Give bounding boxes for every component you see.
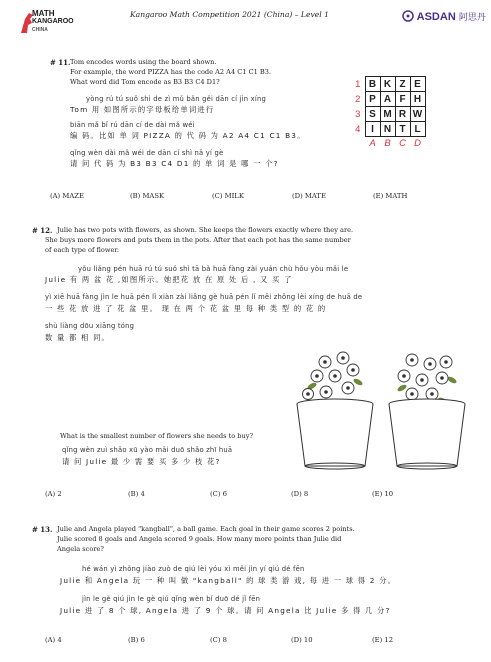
row-number: 1: [355, 78, 361, 90]
q12-chinese-3: 数 量 都 相 同。: [45, 333, 111, 342]
grid-cell: I: [365, 122, 380, 137]
q12-line-1: Julie has two pots with flowers, as shown. She keeps the flowers exactly where they are.: [57, 226, 354, 234]
q11-option-c[interactable]: (C) MILK: [212, 192, 244, 200]
q12-pinyin-4: qǐng wèn zuì shǎo xū yào mǎi duō shǎo zhī huā: [62, 446, 233, 454]
grid-cell: E: [410, 77, 425, 92]
q13-number: # 13.: [32, 525, 53, 534]
q11-chinese-3: 请 问 代 码 为 B3 B3 C4 D1 的 单 词 是 哪 一 个?: [70, 159, 279, 168]
q13-chinese-1: Julie 和 Angela 玩 一 种 叫 做 "kangball" 的 球 类 游 戏, 每 进 一 球 得 2 分。: [60, 576, 397, 585]
row-number: 3: [355, 108, 361, 120]
grid-cell: S: [365, 107, 380, 122]
grid-cell: W: [410, 107, 425, 122]
q11-option-e[interactable]: (E) MATH: [373, 192, 408, 200]
q11-option-a[interactable]: (A) MAZE: [50, 192, 84, 200]
asdan-logo-icon: [402, 10, 414, 22]
q12-pinyin-1: yǒu liǎng pén huā rú tú suǒ shì tā bǎ huā fàng zài yuán chù hǒu yòu mǎi le: [78, 265, 349, 273]
logo-line-1: MATH: [32, 9, 55, 18]
q13-option-c[interactable]: (C) 8: [210, 636, 227, 644]
q12-option-c[interactable]: (C) 6: [210, 490, 227, 498]
q12-line-2: She buys more flowers and puts them in the pots. After that each pot has the same number: [45, 236, 351, 244]
logo-line-3: CHINA: [32, 27, 48, 33]
grid-cell: R: [395, 107, 410, 122]
q11-option-d[interactable]: (D) MATE: [292, 192, 326, 200]
q13-chinese-2: Julie 进 了 8 个 球, Angela 进 了 9 个 球。请 问 Angela 比 Julie 多 得 几 分?: [60, 606, 391, 615]
q12-pinyin-2: yì xiē huā fàng jìn le huā pén lǐ xiàn zài liǎng gè huā pén lǐ měi zhǒng lèi xíng de huā de: [45, 293, 363, 301]
q11-pinyin-2: biān mǎ bǐ rú dān cí de dài mǎ wéi: [70, 121, 195, 129]
q11-chinese-1: Tom 用 如图所示的字母板给单词进行: [70, 105, 215, 114]
grid-cell: H: [410, 92, 425, 107]
q11-pinyin-1: yòng rú tú suǒ shì de zì mǔ bǎn gěi dān cí jìn xíng: [86, 95, 266, 103]
q12-option-a[interactable]: (A) 2: [45, 490, 62, 498]
grid-cell: B: [365, 77, 380, 92]
row-number: 2: [355, 93, 361, 105]
q13-option-e[interactable]: (E) 12: [372, 636, 394, 644]
q12-pinyin-3: shù liàng dōu xiāng tóng: [45, 322, 135, 330]
letter-code-grid: [351, 76, 426, 149]
grid-cell: T: [395, 122, 410, 137]
grid-cell: F: [395, 92, 410, 107]
column-letter: B: [384, 137, 391, 149]
flower-pot-icon: [297, 352, 373, 469]
asdan-logo-cn: 阿思丹: [458, 12, 486, 22]
q13-option-d[interactable]: (D) 10: [291, 636, 313, 644]
grid-cell: N: [380, 122, 395, 137]
q13-pinyin-2: jìn le gè qiú jìn le gè qiú qǐng wèn bǐ duō dé jǐ fēn: [82, 595, 261, 603]
q12-chinese-1: Julie 有 两 盆 花 ,如图所示。她把花 放 在 原 处 后 , 又 买 了: [45, 275, 293, 284]
q11-line-1: Tom encodes words using the board shown.: [70, 58, 217, 66]
math-kangaroo-logo: [18, 5, 86, 43]
q13-line-1: Julie and Angela played "kangball", a ball game. Each goal in their game scores 2 points.: [57, 525, 355, 533]
column-letter: D: [414, 137, 421, 149]
logo-line-2: KANGAROO: [32, 18, 74, 25]
asdan-logo-text: ASDAN: [416, 11, 456, 23]
q13-line-3: Angela score?: [57, 545, 104, 553]
q11-option-b[interactable]: (B) MASK: [130, 192, 165, 200]
q11-chinese-2: 编 码。比如 单 词 PIZZA 的 代 码 为 A2 A4 C1 C1 B3。: [70, 131, 306, 140]
grid-cell: Z: [395, 77, 410, 92]
q12-chinese-4: 请 问 Julie 最 少 需 要 买 多 少 枝 花?: [62, 457, 221, 466]
column-letter: A: [369, 137, 376, 149]
grid-cell: M: [380, 107, 395, 122]
grid-cell: K: [380, 77, 395, 92]
flower-pot-icon: [389, 354, 465, 469]
q12-option-b[interactable]: (B) 4: [128, 490, 145, 498]
flower-pots-illustration: [290, 342, 475, 472]
q12-number: # 12.: [32, 226, 53, 235]
grid-cell: P: [365, 92, 380, 107]
q11-line-2: For example, the word PIZZA has the code A2 A4 C1 C1 B3.: [70, 68, 272, 76]
q13-line-2: Julie scored 8 goals and Angela scored 9 goals. How many more points than Julie did: [57, 535, 342, 543]
q13-option-b[interactable]: (B) 6: [128, 636, 145, 644]
q12-line-3: of each type of flower.: [45, 246, 119, 254]
q12-chinese-2: 一 些 花 放 进 了 花 盆 里。 现 在 两 个 花 盆 里 每 种 类 型 的 花 的: [45, 304, 327, 313]
q12-option-d[interactable]: (D) 8: [291, 490, 309, 498]
q12-option-e[interactable]: (E) 10: [372, 490, 394, 498]
q11-line-3: What word did Tom encode as B3 B3 C4 D1?: [70, 78, 220, 86]
q12-question: What is the smallest number of flowers she needs to buy?: [60, 432, 253, 440]
asdan-logo: [402, 10, 486, 23]
q11-pinyin-3: qǐng wèn dài mǎ wéi de dān cí shì nǎ yí gè: [70, 149, 224, 157]
grid-cell: L: [410, 122, 425, 137]
q13-option-a[interactable]: (A) 4: [45, 636, 62, 644]
column-letter: C: [399, 137, 406, 149]
q13-pinyin-1: hé wán yì zhǒng jiào zuò de qiú lèi yóu xì měi jìn yí qiú dé fēn: [82, 565, 305, 573]
grid-cell: A: [380, 92, 395, 107]
q11-number: # 11.: [50, 58, 71, 67]
page-header-title: Kangaroo Math Competition 2021 (China) – Level 1: [130, 10, 329, 19]
row-number: 4: [355, 123, 361, 135]
